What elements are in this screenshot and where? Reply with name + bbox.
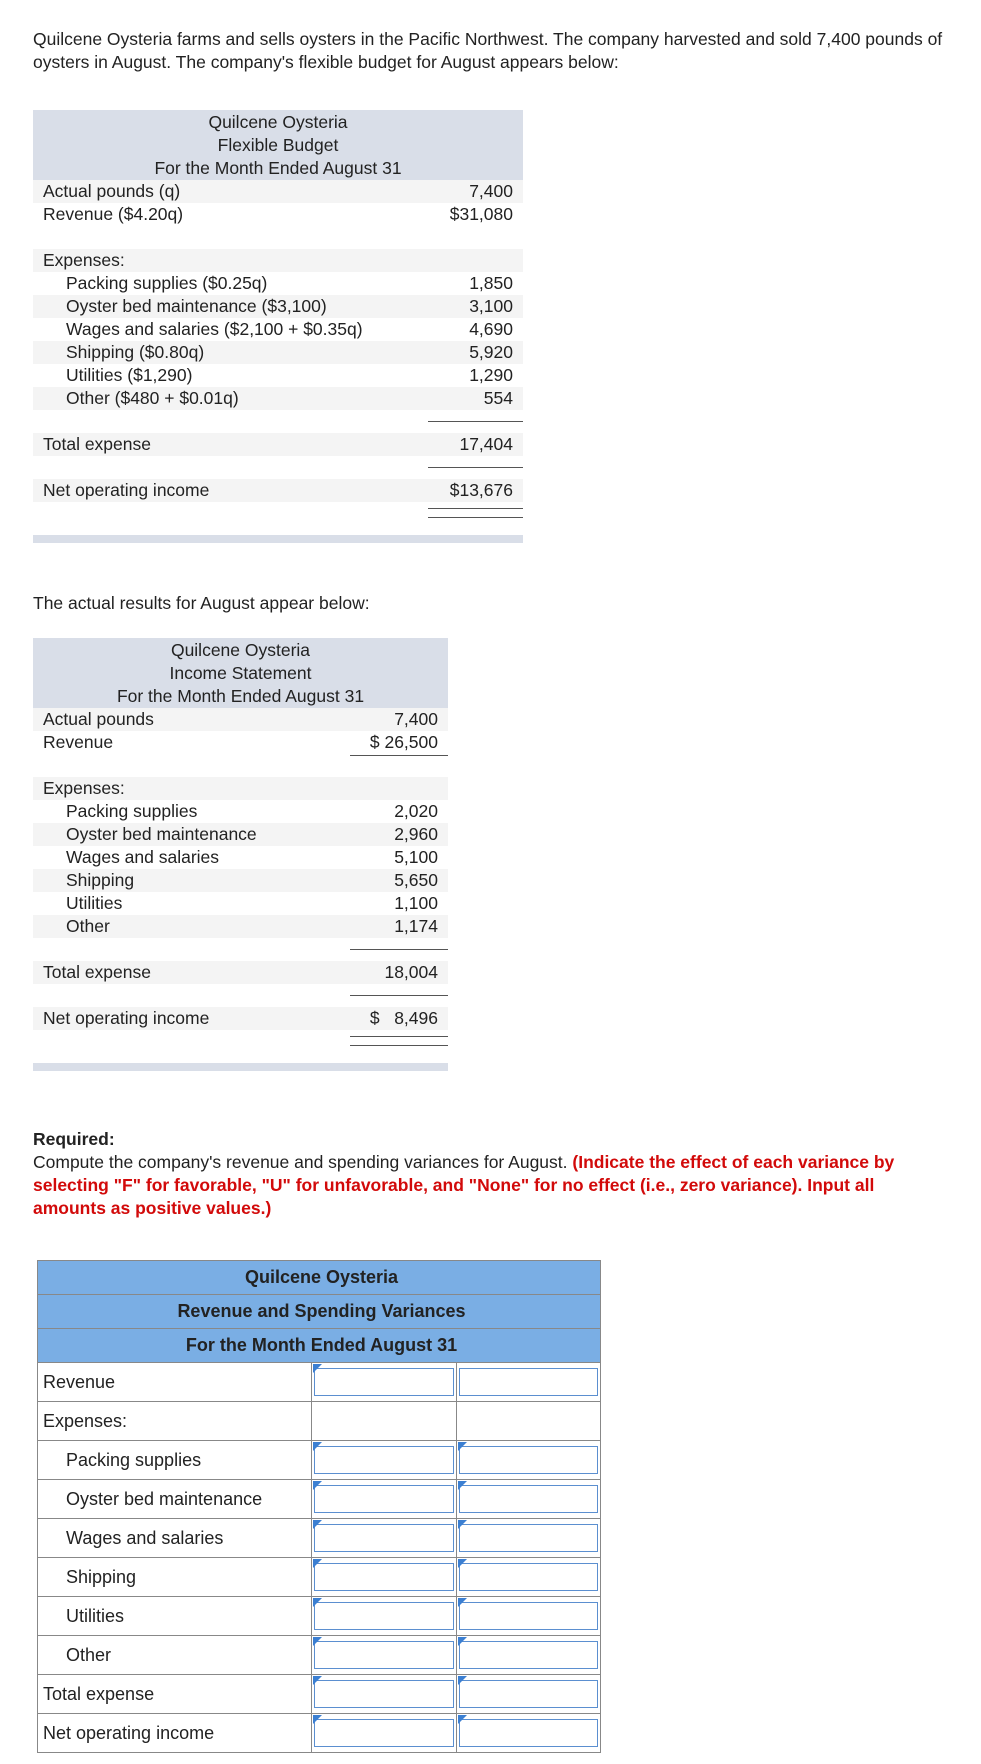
variance-row-packing — [38, 1441, 601, 1480]
intro-text: Quilcene Oysteria farms and sells oysters in the Pacific Northwest. The company harvested and sold 7,400 pounds of oysters in August. The company's flexible budget for August appears below: — [33, 29, 943, 72]
effect-select[interactable] — [456, 1675, 600, 1714]
variance-title-statement: Revenue and Spending Variances — [38, 1295, 601, 1329]
actual-expense-label: Wages and salaries — [66, 847, 220, 867]
amount-input[interactable] — [312, 1441, 456, 1480]
flex-expense-label: Shipping ($0.80q) — [66, 342, 205, 362]
dropdown-marker-icon — [313, 1364, 322, 1373]
variance-label: Net operating income — [38, 1714, 312, 1753]
actual-expense-label: Utilities — [66, 893, 123, 913]
variance-table — [37, 1260, 601, 1753]
flexible-budget-header — [33, 110, 523, 180]
amount-input[interactable] — [312, 1675, 456, 1714]
variance-label: Expenses: — [38, 1402, 312, 1441]
flexible-budget-table — [33, 110, 523, 543]
effect-select[interactable] — [456, 1480, 600, 1519]
dropdown-marker-icon — [458, 1637, 467, 1646]
actual-expense-amount: 2,020 — [394, 801, 438, 821]
amount-input[interactable] — [312, 1597, 456, 1636]
variance-title-period: For the Month Ended August 31 — [38, 1329, 601, 1363]
variance-label: Utilities — [38, 1597, 312, 1636]
effect-select[interactable] — [456, 1714, 600, 1753]
actual-intro: The actual results for August appear below: — [33, 593, 370, 613]
flex-pounds-label: Actual pounds (q) — [43, 181, 181, 201]
flex-pounds-row — [33, 180, 523, 203]
dropdown-marker-icon — [313, 1637, 322, 1646]
actual-expense-label: Oyster bed maintenance — [66, 824, 257, 844]
variance-label: Shipping — [38, 1558, 312, 1597]
flex-title-company: Quilcene Oysteria — [208, 112, 348, 132]
variance-row-noi — [38, 1714, 601, 1753]
dropdown-marker-icon — [458, 1676, 467, 1685]
variance-label: Packing supplies — [38, 1441, 312, 1480]
actual-pounds-row — [33, 708, 448, 731]
actual-expense-label: Other — [66, 916, 110, 936]
effect-select[interactable] — [456, 1519, 600, 1558]
flex-noi-row — [33, 479, 523, 502]
flex-expense-amount: 5,920 — [469, 342, 513, 362]
flex-total-row — [33, 433, 523, 456]
dropdown-marker-icon — [313, 1598, 322, 1607]
actual-revenue-row — [33, 731, 448, 754]
actual-expense-label: Shipping — [66, 870, 135, 890]
flex-revenue-row — [33, 203, 523, 226]
amount-input[interactable] — [312, 1636, 456, 1675]
actual-expense-amount: 1,100 — [394, 893, 438, 913]
effect-select[interactable] — [456, 1597, 600, 1636]
flex-expense-label: Utilities ($1,290) — [66, 365, 193, 385]
flex-expense-label: Oyster bed maintenance ($3,100) — [66, 296, 327, 316]
dropdown-marker-icon — [458, 1481, 467, 1490]
empty-cell — [312, 1402, 456, 1441]
actual-expense-label: Packing supplies — [66, 801, 198, 821]
amount-input[interactable] — [312, 1519, 456, 1558]
actual-expense-amount: 2,960 — [394, 824, 438, 844]
actual-revenue-value: $ 26,500 — [369, 732, 438, 752]
actual-income-table — [33, 638, 448, 1071]
dropdown-marker-icon — [458, 1598, 467, 1607]
required-section — [33, 1128, 933, 1220]
actual-expense-amount: 1,174 — [394, 916, 438, 936]
actual-total-value: 18,004 — [384, 962, 438, 982]
variance-row-wages — [38, 1519, 601, 1558]
empty-cell — [456, 1402, 600, 1441]
actual-total-label: Total expense — [43, 962, 151, 982]
amount-input[interactable] — [312, 1558, 456, 1597]
actual-title-statement: Income Statement — [169, 663, 312, 683]
effect-select[interactable] — [456, 1558, 600, 1597]
flex-expenses-label: Expenses: — [43, 250, 125, 270]
flex-revenue-value: $31,080 — [449, 204, 513, 224]
actual-pounds-value: 7,400 — [394, 709, 438, 729]
actual-noi-row — [33, 1007, 448, 1030]
dropdown-marker-icon — [313, 1442, 322, 1451]
variance-label: Wages and salaries — [38, 1519, 312, 1558]
dropdown-marker-icon — [313, 1715, 322, 1724]
dropdown-marker-icon — [313, 1520, 322, 1529]
flex-expense-amount: 1,290 — [469, 365, 513, 385]
required-instruction: (Indicate the effect of each variance by selecting "F" for favorable, "U" for unfavorable, and "None" for no effect (i.e., zero variance). Input all amounts as positive values.) — [33, 1152, 895, 1218]
dropdown-marker-icon — [458, 1520, 467, 1529]
actual-expense-amount: 5,650 — [394, 870, 438, 890]
actual-expense-amount: 5,100 — [394, 847, 438, 867]
effect-select[interactable] — [456, 1636, 600, 1675]
flex-revenue-label: Revenue ($4.20q) — [43, 204, 184, 224]
amount-input[interactable] — [312, 1363, 456, 1402]
flex-noi-label: Net operating income — [43, 480, 210, 500]
flex-noi-value: $13,676 — [449, 480, 513, 500]
amount-input[interactable] — [312, 1714, 456, 1753]
effect-select[interactable] — [456, 1441, 600, 1480]
flex-expense-amount: 1,850 — [469, 273, 513, 293]
flex-expense-amount: 554 — [483, 388, 513, 408]
flex-expense-label: Wages and salaries ($2,100 + $0.35q) — [66, 319, 363, 339]
variance-row-utilities — [38, 1597, 601, 1636]
variance-row-total — [38, 1675, 601, 1714]
variance-label: Total expense — [38, 1675, 312, 1714]
flex-title-period: For the Month Ended August 31 — [154, 158, 402, 178]
required-heading: Required: — [33, 1129, 115, 1149]
effect-select[interactable] — [456, 1363, 600, 1402]
dropdown-marker-icon — [313, 1481, 322, 1490]
actual-expenses-label: Expenses: — [43, 778, 125, 798]
flex-title-statement: Flexible Budget — [217, 135, 339, 155]
flex-expense-amount: 3,100 — [469, 296, 513, 316]
flex-expense-amount: 4,690 — [469, 319, 513, 339]
dropdown-marker-icon — [313, 1676, 322, 1685]
variance-row-oyster-bed — [38, 1480, 601, 1519]
actual-title-period: For the Month Ended August 31 — [116, 686, 365, 706]
flex-expense-label: Packing supplies ($0.25q) — [66, 273, 268, 293]
dropdown-marker-icon — [458, 1715, 467, 1724]
amount-input[interactable] — [312, 1480, 456, 1519]
dropdown-marker-icon — [313, 1559, 322, 1568]
actual-total-row — [33, 961, 448, 984]
variance-title-company: Quilcene Oysteria — [38, 1261, 601, 1295]
actual-revenue-label: Revenue — [43, 732, 114, 752]
variance-row-revenue — [38, 1363, 601, 1402]
flex-total-label: Total expense — [43, 434, 151, 454]
variance-row-expenses — [38, 1402, 601, 1441]
actual-noi-label: Net operating income — [43, 1008, 210, 1028]
flex-pounds-value: 7,400 — [469, 181, 513, 201]
actual-title-company: Quilcene Oysteria — [170, 640, 311, 660]
variance-label: Oyster bed maintenance — [38, 1480, 312, 1519]
actual-header — [33, 638, 448, 708]
dropdown-marker-icon — [458, 1442, 467, 1451]
variance-row-shipping — [38, 1558, 601, 1597]
flex-total-value: 17,404 — [459, 434, 513, 454]
variance-label: Other — [38, 1636, 312, 1675]
variance-label: Revenue — [38, 1363, 312, 1402]
actual-pounds-label: Actual pounds — [43, 709, 154, 729]
required-text: Compute the company's revenue and spending variances for August. — [33, 1152, 573, 1172]
dropdown-marker-icon — [458, 1559, 467, 1568]
flex-expense-label: Other ($480 + $0.01q) — [66, 388, 239, 408]
variance-row-other — [38, 1636, 601, 1675]
actual-noi-value: $ 8,496 — [369, 1008, 438, 1028]
